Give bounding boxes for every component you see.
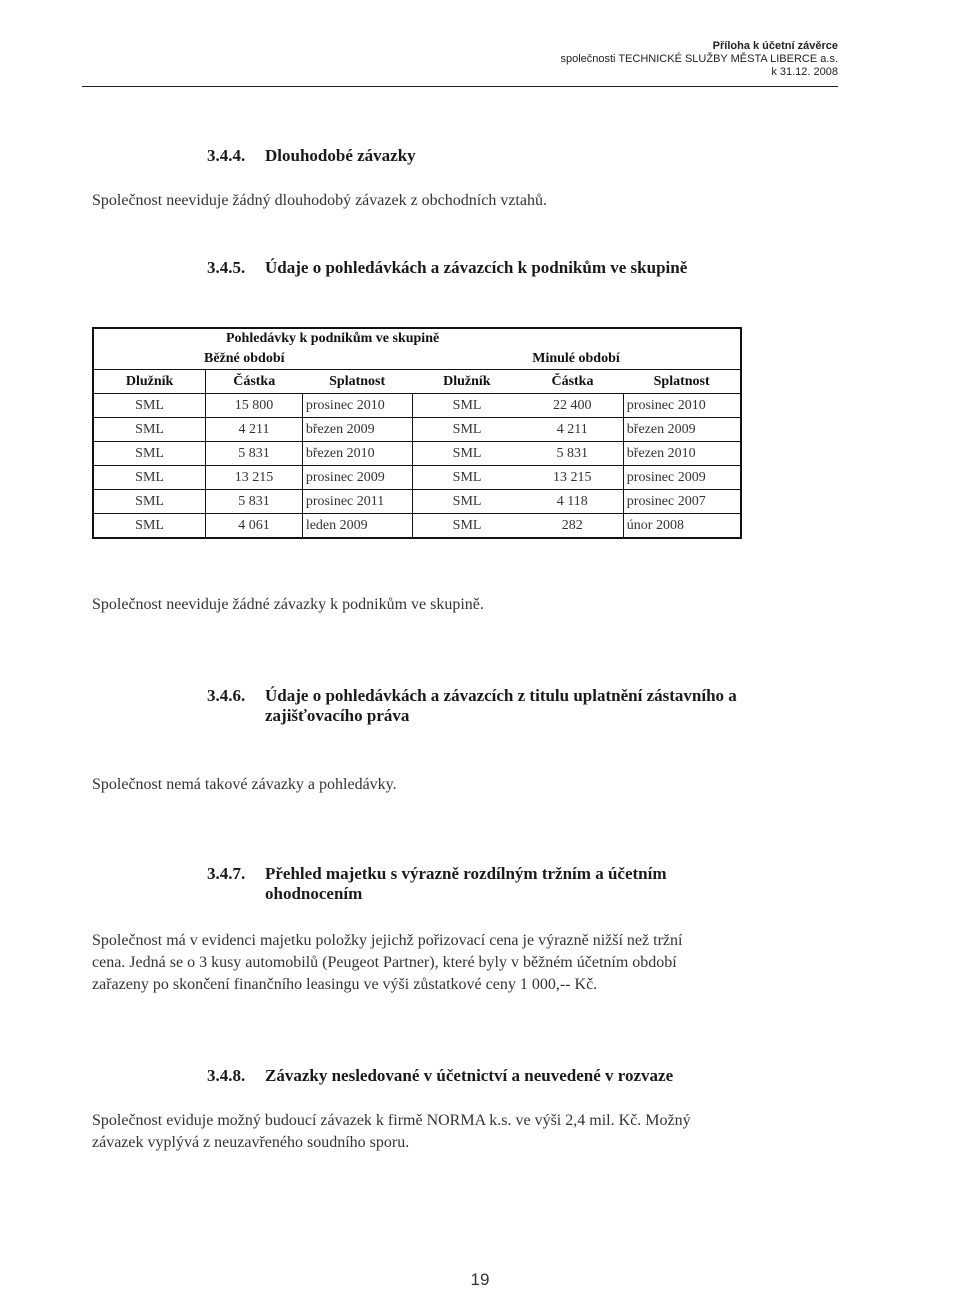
cell-amount-prev: 22 400 — [522, 394, 624, 418]
table-row — [93, 442, 741, 466]
text-348 — [92, 1110, 832, 1154]
cell-debtor: SML — [93, 394, 206, 418]
cell-amount: 15 800 — [206, 394, 303, 418]
heading-347 — [207, 864, 666, 904]
cell-due-prev: únor 2008 — [623, 514, 741, 539]
text-348-line1: Společnost eviduje možný budoucí závazek k firmě NORMA k.s. ve výši 2,4 mil. Kč. Možný — [92, 1112, 691, 1129]
table-row — [93, 418, 741, 442]
heading-346-title-line1: Údaje o pohledávkách a závazcích z titulu uplatnění zástavního a — [265, 686, 737, 705]
heading-344-title: Dlouhodobé závazky — [265, 146, 416, 165]
cell-due: prosinec 2011 — [302, 490, 412, 514]
heading-347-title-line1: Přehled majetku s výrazně rozdílným tržním a účetním — [265, 864, 667, 883]
cell-debtor-prev: SML — [412, 442, 522, 466]
heading-345-number: 3.4.5. — [207, 258, 246, 277]
heading-348-title: Závazky nesledované v účetnictví a neuvedené v rozvaze — [265, 1066, 674, 1085]
table-row — [93, 394, 741, 418]
header-company: společnosti TECHNICKÉ SLUŽBY MĚSTA LIBERCE a.s. — [560, 53, 838, 65]
heading-346 — [207, 686, 737, 726]
period-current: Běžné období — [93, 349, 412, 370]
table-row — [93, 490, 741, 514]
table-row — [93, 466, 741, 490]
heading-347-number: 3.4.7. — [207, 864, 246, 883]
cell-due-prev: prosinec 2009 — [623, 466, 741, 490]
heading-348-number: 3.4.8. — [207, 1066, 246, 1085]
col-header-due-prev: Splatnost — [623, 370, 741, 394]
heading-346-title-line2: zajišťovacího práva — [265, 706, 410, 725]
heading-347-title — [265, 864, 666, 904]
receivables-table — [92, 327, 742, 539]
text-344: Společnost neeviduje žádný dlouhodobý závazek z obchodních vztahů. — [92, 192, 547, 209]
cell-amount: 5 831 — [206, 442, 303, 466]
cell-debtor-prev: SML — [412, 514, 522, 539]
table-row — [93, 514, 741, 539]
header-title: Příloha k účetní závěrce — [712, 40, 838, 52]
text-347-line1: Společnost má v evidenci majetku položky jejichž pořizovací cena je výrazně nižší než tržní — [92, 932, 683, 949]
cell-due-prev: prosinec 2007 — [623, 490, 741, 514]
heading-346-title — [265, 686, 737, 726]
cell-due-prev: březen 2009 — [623, 418, 741, 442]
heading-345-title: Údaje o pohledávkách a závazcích k podnikům ve skupině — [265, 258, 688, 277]
cell-due: prosinec 2010 — [302, 394, 412, 418]
table-title: Pohledávky k podnikům ve skupině — [226, 331, 440, 346]
heading-344 — [207, 146, 416, 166]
cell-amount-prev: 4 211 — [522, 418, 624, 442]
heading-346-number: 3.4.6. — [207, 686, 246, 705]
col-header-due: Splatnost — [302, 370, 412, 394]
cell-amount-prev: 282 — [561, 518, 583, 533]
text-347 — [92, 930, 832, 996]
page-number: 19 — [470, 1270, 490, 1289]
cell-amount: 5 831 — [206, 490, 303, 514]
heading-345 — [207, 258, 687, 278]
cell-amount: 4 211 — [206, 418, 303, 442]
cell-due: leden 2009 — [302, 514, 412, 539]
cell-due-prev: prosinec 2010 — [623, 394, 741, 418]
cell-debtor-prev: SML — [412, 418, 522, 442]
cell-debtor: SML — [93, 466, 206, 490]
text-345: Společnost neeviduje žádné závazky k podnikům ve skupině. — [92, 596, 484, 613]
heading-347-title-line2: ohodnocením — [265, 884, 363, 903]
cell-due: prosinec 2009 — [302, 466, 412, 490]
cell-amount-prev: 5 831 — [522, 442, 624, 466]
col-header-debtor: Dlužník — [93, 370, 206, 394]
heading-344-number: 3.4.4. — [207, 146, 246, 165]
cell-debtor: SML — [135, 518, 164, 533]
text-348-line2: závazek vyplývá z neuzavřeného soudního sporu. — [92, 1134, 410, 1151]
cell-due-prev: březen 2010 — [623, 442, 741, 466]
cell-debtor-prev: SML — [412, 394, 522, 418]
cell-debtor: SML — [93, 418, 206, 442]
text-346: Společnost nemá takové závazky a pohledávky. — [92, 776, 397, 793]
cell-amount-prev: 4 118 — [522, 490, 624, 514]
cell-amount: 13 215 — [206, 466, 303, 490]
cell-due: březen 2009 — [302, 418, 412, 442]
text-347-line3: zařazeny po skončení finančního leasingu ve výši zůstatkové ceny 1 000,-- Kč. — [92, 976, 598, 993]
text-347-line2: cena. Jedná se o 3 kusy automobilů (Peugeot Partner), které byly v běžném účetním období — [92, 954, 677, 971]
cell-amount-prev: 13 215 — [522, 466, 624, 490]
header-divider — [82, 86, 838, 87]
cell-due: březen 2010 — [302, 442, 412, 466]
col-header-amount: Částka — [206, 370, 303, 394]
cell-debtor: SML — [93, 442, 206, 466]
heading-348 — [207, 1066, 673, 1086]
period-previous: Minulé období — [412, 349, 741, 370]
col-header-debtor-prev: Dlužník — [412, 370, 522, 394]
cell-debtor: SML — [93, 490, 206, 514]
cell-debtor-prev: SML — [412, 466, 522, 490]
document-header — [560, 40, 838, 79]
col-header-amount-prev: Částka — [522, 370, 624, 394]
cell-debtor-prev: SML — [412, 490, 522, 514]
header-date: k 31.12. 2008 — [771, 66, 838, 78]
cell-amount: 4 061 — [206, 514, 303, 539]
